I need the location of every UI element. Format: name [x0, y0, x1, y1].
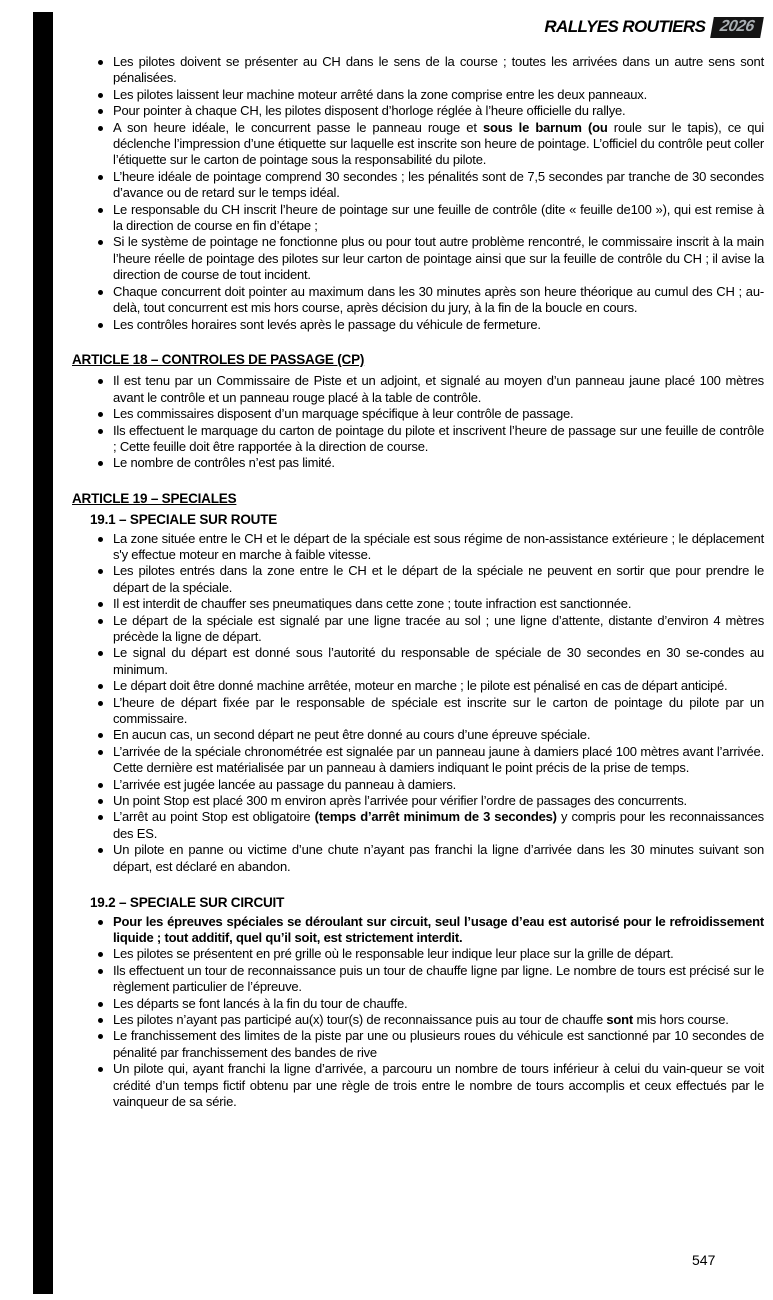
bullet-item	[97, 373, 764, 406]
bullet-item	[97, 169, 764, 202]
bullet-item	[97, 317, 764, 333]
bullet-text-segment: L’arrivée est jugée lancée au passage du panneau à damiers.	[113, 776, 457, 792]
left-margin-bar	[33, 12, 53, 1294]
bullet-item	[97, 695, 764, 728]
bullet-text-segment: Le nombre de contrôles n’est pas limité.	[113, 455, 335, 471]
bullet-item	[97, 54, 764, 87]
bullet-text-segment: Les pilotes doivent se présenter au CH dans le sens de la course ; toutes les arrivées dans un autre sens sont pénalisées.	[113, 54, 764, 86]
bullet-text-segment: sous le barnum (ou	[482, 119, 608, 135]
bullet-text-segment: L’arrivée de la spéciale chronométrée est signalée par un panneau jaune à damiers placé 100 mètres avant l’arrivée. Cette dernière est matérialisée par un panneau à damiers indiquant le point précis de la prise de temps.	[113, 743, 764, 776]
bullet-text-segment: Ils effectuent le marquage du carton de pointage du pilote et inscrivent l’heure de passage sur une feuille de contrôle ; Cette feuille doit être rapportée à la direction de course.	[113, 422, 764, 454]
bullet-text-segment: mis hors course.	[633, 1011, 729, 1027]
page-number: 547	[692, 1252, 716, 1268]
bullet-text-segment: Un pilote en panne ou victime d’une chute n’ayant pas franchi la ligne d’arrivée dans les 30 minutes suivant son départ, est déclaré en abandon.	[113, 842, 764, 874]
bullet-text-segment: (temps d’arrêt minimum de 3 secondes)	[314, 809, 557, 825]
subsection-title: 19.1 – SPECIALE SUR ROUTE	[90, 512, 278, 528]
bullet-text-segment: Les pilotes entrés dans la zone entre le CH et le départ de la spéciale ne peuvent en sortir que pour prendre le départ de la spéciale.	[113, 563, 764, 595]
subsection-bullet-list	[72, 531, 764, 876]
bullet-text-segment: Chaque concurrent doit pointer au maximum dans les 30 minutes après son heure théorique au cumul des CH ; au-delà, tout concurrent est mis hors course, après décision du jury, à la fin de la boucle en cours.	[113, 283, 764, 316]
bullet-text-segment: En aucun cas, un second départ ne peut être donné au cours d’une épreuve spéciale.	[113, 727, 591, 743]
intro-bullet-list	[72, 54, 764, 333]
article-title: ARTICLE 18 – CONTROLES DE PASSAGE (CP)	[72, 351, 365, 367]
bullet-item	[97, 842, 764, 875]
bullet-text-segment: Les commissaires disposent d’un marquage spécifique à leur contrôle de passage.	[113, 406, 574, 422]
bullet-text-segment: Un pilote qui, ayant franchi la ligne d’arrivée, a parcouru un nombre de tours inférieur à celui du vain-queur se voit crédité d’un temps fictif obtenu par une règle de trois entre le nombre de tours accomplis et ceux effectués par le vainqueur de sa série.	[113, 1061, 764, 1109]
bullet-item	[97, 777, 764, 793]
bullet-item	[97, 120, 764, 169]
bullet-text-segment: y compris pour les reconnaissances des ES.	[113, 809, 764, 841]
bullet-text-segment: Les pilotes n’ayant pas participé au(x) tour(s) de reconnaissance puis au tour de chauffe	[113, 1011, 607, 1027]
bullet-item	[97, 645, 764, 678]
bullet-item	[97, 455, 764, 471]
bullet-item	[97, 996, 764, 1012]
bullet-text-segment: Il est interdit de chauffer ses pneumatiques dans cette zone ; toute infraction est sanctionnée.	[113, 596, 632, 612]
bullet-text-segment: Le départ doit être donné machine arrêtée, moteur en marche ; le pilote est pénalisé en cas de départ anticipé.	[113, 678, 728, 694]
bullet-text-segment: L’heure de départ fixée par le responsable de spéciale est inscrite sur le carton de pointage du pilote par un commissaire.	[113, 694, 764, 727]
articles-container	[72, 352, 764, 1110]
bullet-item	[97, 563, 764, 596]
bullet-text-segment: Les pilotes laissent leur machine moteur arrêté dans la zone comprise entre les deux panneaux.	[113, 86, 648, 102]
bullet-item	[97, 946, 764, 962]
bullet-item	[97, 809, 764, 842]
header-year-label: 2026	[719, 17, 756, 35]
bullet-item	[97, 1012, 764, 1028]
subsection-title: 19.2 – SPECIALE SUR CIRCUIT	[90, 895, 285, 911]
bullet-item	[97, 1061, 764, 1110]
bullet-text-segment: L’arrêt au point Stop est obligatoire	[113, 809, 315, 825]
page-content	[72, 14, 764, 1110]
bullet-item	[97, 423, 764, 456]
bullet-item	[97, 727, 764, 743]
bullet-item	[97, 678, 764, 694]
bullet-item	[97, 596, 764, 612]
bullet-text-segment: Les contrôles horaires sont levés après le passage du véhicule de fermeture.	[113, 316, 541, 332]
header-year-badge	[711, 17, 764, 38]
bullet-item	[97, 531, 764, 564]
bullet-text-segment: Le départ de la spéciale est signalé par une ligne tracée au sol ; une ligne d’attente, distante d’environ 4 mètres précède la ligne de départ.	[113, 612, 764, 644]
bullet-item	[97, 914, 764, 947]
bullet-text-segment: Pour pointer à chaque CH, les pilotes disposent d’horloge réglée à l’heure officielle du rallye.	[113, 103, 626, 119]
bullet-item	[97, 1028, 764, 1061]
article-title: ARTICLE 19 – SPECIALES	[72, 490, 237, 506]
header-brand-title: RALLYES ROUTIERS	[544, 17, 706, 36]
bullet-item	[97, 744, 764, 777]
bullet-text-segment: Les pilotes se présentent en pré grille où le responsable leur indique leur place sur la grille de départ.	[113, 946, 674, 962]
bullet-text-segment: sont	[606, 1011, 634, 1027]
bullet-item	[97, 103, 764, 119]
bullet-text-segment: Un point Stop est placé 300 m environ après l’arrivée pour vérifier l’ordre de passages des concurrents.	[113, 793, 687, 809]
bullet-text-segment: Ils effectuent un tour de reconnaissance puis un tour de chauffe ligne par ligne. Le nombre de tours est précisé sur le règlement particulier de l’épreuve.	[113, 962, 764, 995]
bullet-item	[97, 202, 764, 235]
bullet-item	[97, 613, 764, 646]
page-header	[72, 14, 764, 40]
bullet-text-segment: Le responsable du CH inscrit l’heure de pointage sur une feuille de contrôle (dite « feuille de100 »), qui est remise à la direction de course en fin d’étape ;	[113, 201, 764, 234]
bullet-text-segment: Si le système de pointage ne fonctionne plus ou pour tout autre problème rencontré, le commissaire inscrit à la main l’heure réelle de pointage des pilotes sur leur carton de pointage ainsi que sur la feuille de contrôle du CH ; il avise la direction de course de tout incident.	[113, 234, 764, 283]
bullet-text-segment: roule sur le tapis), ce qui déclenche l’impression d’une étiquette sur laquelle est inscrite son heure de pointage. L’officiel du contrôle peut coller l’étiquette sur le carton de pointage sous la responsabilité du pilote.	[113, 119, 764, 168]
article-bullet-list	[72, 373, 764, 471]
bullet-item	[97, 406, 764, 422]
bullet-text-segment: L’heure idéale de pointage comprend 30 secondes ; les pénalités sont de 7,5 secondes par tranche de 30 secondes d’avance ou de retard sur le temps idéal.	[113, 168, 764, 201]
bullet-text-segment: Les départs se font lancés à la fin du tour de chauffe.	[113, 995, 408, 1011]
bullet-item	[97, 87, 764, 103]
bullet-text-segment: Le signal du départ est donné sous l’autorité du responsable de spéciale de 30 secondes en 30 se-condes au minimum.	[113, 645, 764, 677]
subsection-bullet-list	[72, 914, 764, 1111]
document-body	[72, 54, 764, 1110]
bullet-text-segment: La zone située entre le CH et le départ de la spéciale est sous régime de non-assistance extérieure ; le déplacement s'y effectue moteur en marche à faible vitesse.	[113, 530, 764, 562]
bullet-item	[97, 284, 764, 317]
bullet-text-segment: Le franchissement des limites de la piste par une ou plusieurs roues du véhicule est sanctionné par 10 secondes de pénalité par franchissement des bandes de rive	[113, 1028, 764, 1060]
bullet-text-segment: Il est tenu par un Commissaire de Piste et un adjoint, et signalé au moyen d’un panneau jaune placé 100 mètres avant le contrôle et un panneau rouge placé à la table de contrôle.	[113, 373, 764, 405]
bullet-item	[97, 793, 764, 809]
bullet-text-segment: Pour les épreuves spéciales se déroulant sur circuit, seul l’usage d’eau est autorisé pour le refroidissement liquide ; tout additif, quel qu’il soit, est strictement interdit.	[113, 913, 764, 945]
bullet-item	[97, 234, 764, 283]
bullet-text-segment: A son heure idéale, le concurrent passe le panneau rouge et	[113, 119, 483, 135]
bullet-item	[97, 963, 764, 996]
